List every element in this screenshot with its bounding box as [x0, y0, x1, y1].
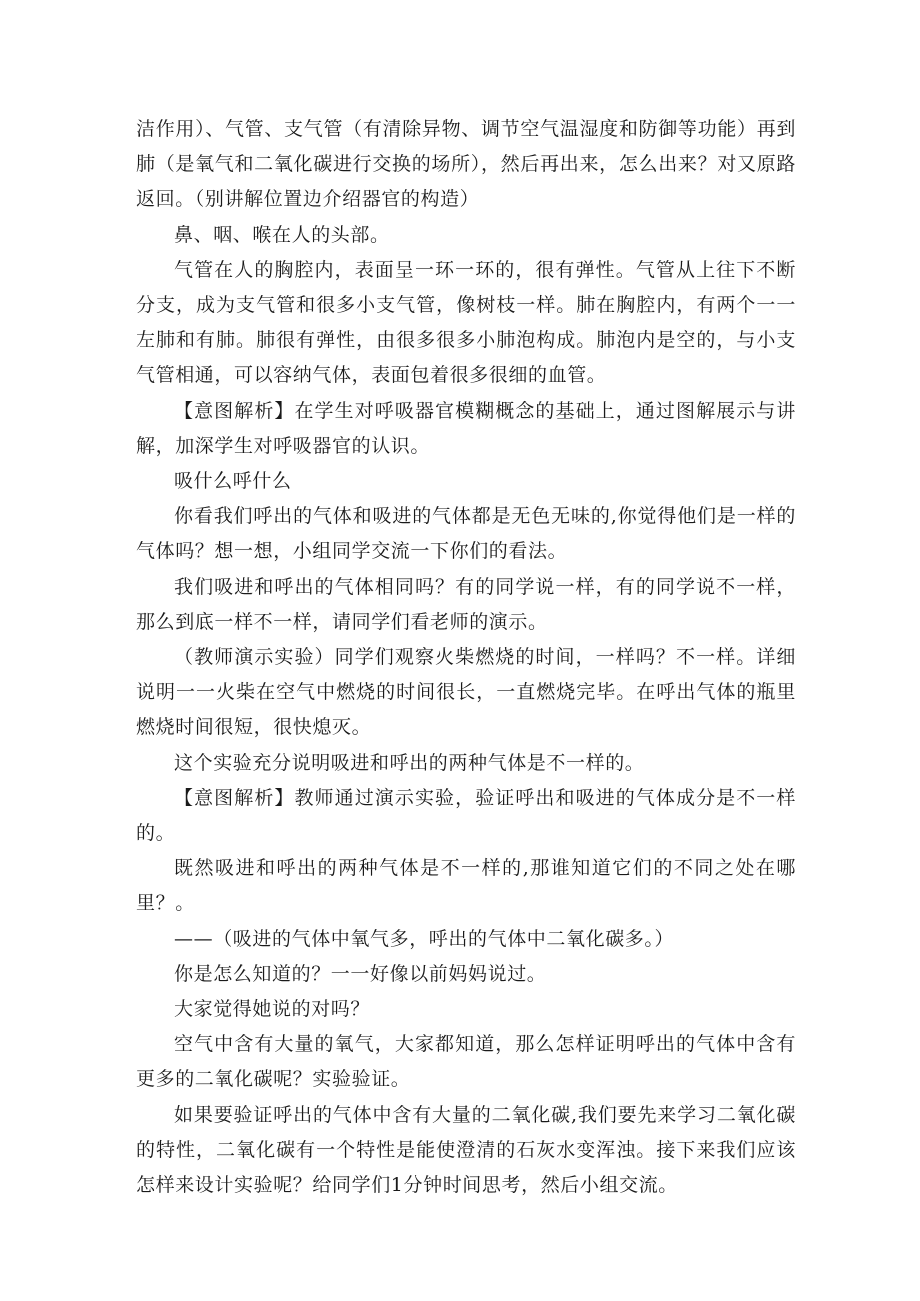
document-body	[136, 112, 796, 1203]
paragraph-section-heading: 吸什么呼什么	[174, 470, 292, 493]
paragraph-intent-analysis-1: 【意图解析】在学生对呼吸器官模糊概念的基础上，通过图解展示与讲解，加深学生对呼吸器官的认识。	[136, 399, 796, 457]
paragraph-experiment-conclusion: 这个实验充分说明吸进和呼出的两种气体是不一样的。	[174, 751, 645, 774]
paragraph-how-know: 你是怎么知道的？一一好像以前妈妈说过。	[174, 962, 547, 985]
paragraph-head-organs: 鼻、咽、喉在人的头部。	[174, 223, 390, 246]
paragraph-trachea-lungs: 气管在人的胸腔内，表面呈一环一环的，很有弹性。气管从上往下不断分支，成为支气管和很多小支气管，像树枝一样。肺在胸腔内，有两个一一左肺和有肺。肺很有弹性，由很多很多小肺泡构成。肺泡内是空的，与小支气管相通，可以容纳气体，表面包着很多很细的血管。	[136, 258, 796, 387]
paragraph-agree-question: 大家觉得她说的对吗？	[174, 998, 371, 1021]
paragraph-question-gases: 你看我们呼出的气体和吸进的气体都是无色无味的,你觉得他们是一样的气体吗？想一想，小组同学交流一下你们的看法。	[136, 505, 796, 563]
paragraph-continuation: 洁作用）、气管、支气管（有清除异物、调节空气温湿度和防御等功能）再到肺（是氧气和二氧化碳进行交换的场所），然后再出来，怎么出来？对又原路返回。（别讲解位置边介绍器官的构造）	[136, 118, 796, 211]
paragraph-difference-question: 既然吸进和呼出的两种气体是不一样的,那谁知道它们的不同之处在哪里？。	[136, 857, 796, 915]
paragraph-prove-co2: 空气中含有大量的氧气，大家都知道，那么怎样证明呼出的气体中含有更多的二氧化碳呢？实验验证。	[136, 1033, 796, 1091]
paragraph-same-or-different: 我们吸进和呼出的气体相同吗？有的同学说一样，有的同学说不一样，那么到底一样不一样，请同学们看老师的演示。	[136, 575, 796, 633]
paragraph-teacher-demo: （教师演示实验）同学们观察火柴燃烧的时间，一样吗？不一样。详细说明一一火柴在空气中燃烧的时间很长，一直燃烧完毕。在呼出气体的瓶里燃烧时间很短，很快熄灭。	[136, 646, 796, 739]
paragraph-design-experiment: 如果要验证呼出的气体中含有大量的二氧化碳,我们要先来学习二氧化碳的特性，二氧化碳有一个特性是能使澄清的石灰水变浑浊。接下来我们应该怎样来设计实验呢？给同学们1分钟时间思考，然后小组交流。	[136, 1103, 796, 1197]
paragraph-intent-analysis-2: 【意图解析】教师通过演示实验，验证呼出和吸进的气体成分是不一样的。	[136, 786, 796, 845]
paragraph-student-answer: ——（吸进的气体中氧气多，呼出的气体中二氧化碳多。）	[174, 927, 675, 950]
